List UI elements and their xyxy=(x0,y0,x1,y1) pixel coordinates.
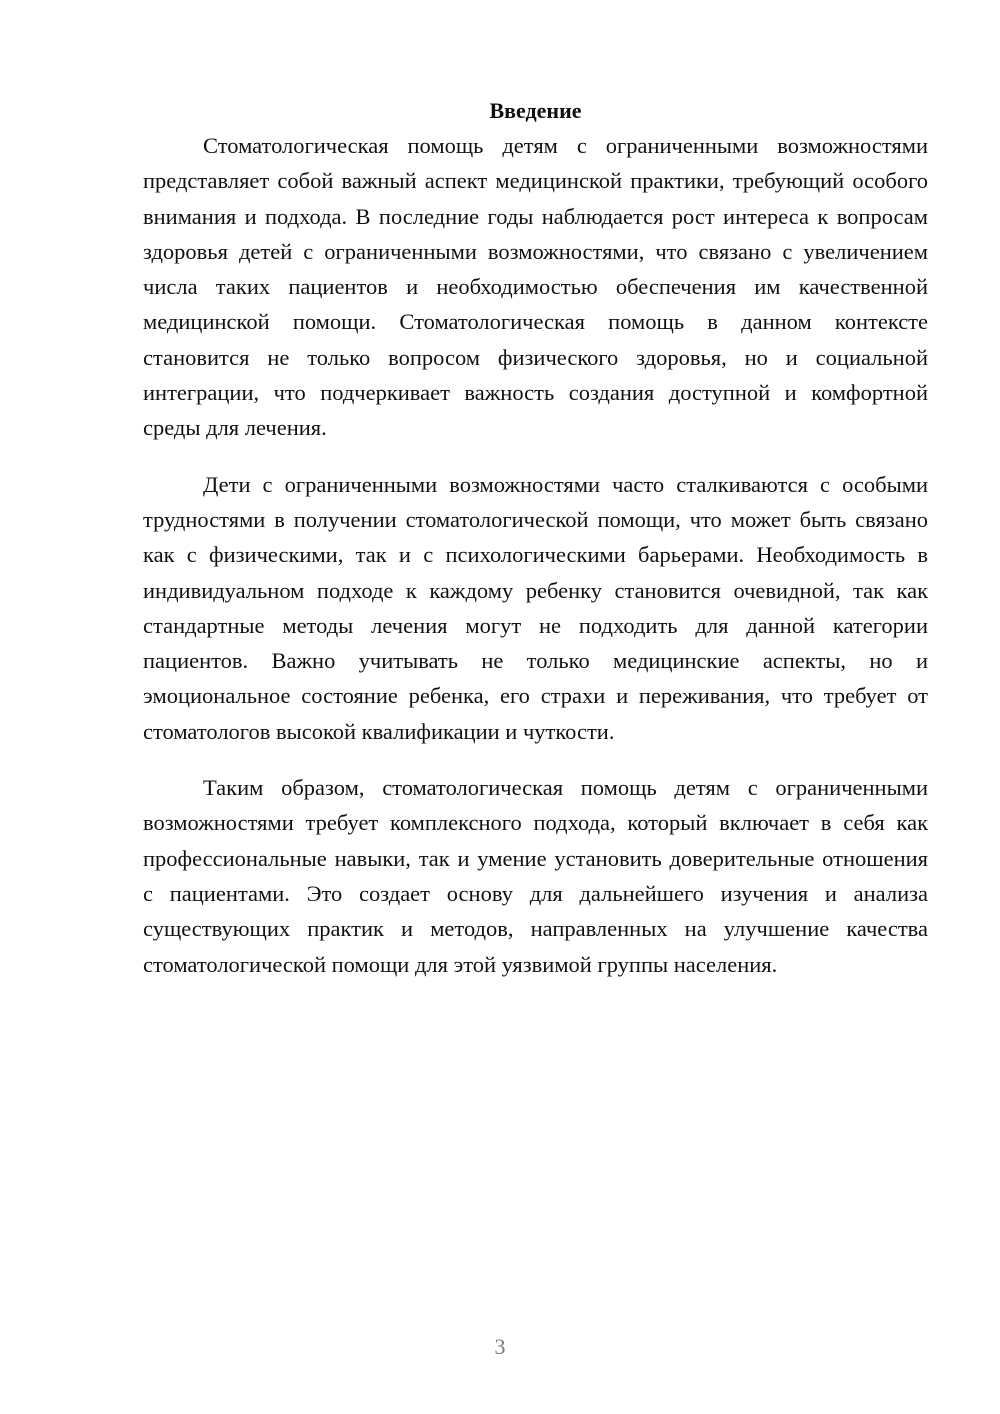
paragraph-1: Стоматологическая помощь детям с ограниченными возможностями представляет собой важный аспект медицинской практики, требующий особого внимания и подхода. В последние годы наблюдается рост интереса к вопросам здоровья детей с ограниченными возможностями, что связано с увеличением числа таких пациентов и необходимостью обеспечения им качественной медицинской помощи. Стоматологическая помощь в данном контексте становится не только вопросом физического здоровья, но и социальной интеграции, что подчеркивает важность создания доступной и комфортной среды для лечения. xyxy=(143,133,928,441)
section-heading: Введение xyxy=(489,98,582,123)
page-number: 3 xyxy=(494,1334,506,1359)
paragraph-2: Дети с ограниченными возможностями часто сталкиваются с особыми трудностями в получении стоматологической помощи, что может быть связано как с физическими, так и с психологическими барьерами. Необходимость в индивидуальном подходе к каждому ребенку становится очевидной, так как стандартные методы лечения могут не подходить для данной категории пациентов. Важно учитывать не только медицинские аспекты, но и эмоциональное состояние ребенка, его страхи и переживания, что требует от стоматологов высокой квалификации и чуткости. xyxy=(143,471,928,744)
page-content xyxy=(143,96,928,982)
paragraph-3: Таким образом, стоматологическая помощь детям с ограниченными возможностями требует комплексного подхода, который включает в себя как профессиональные навыки, так и умение установить доверительные отношения с пациентами. Это создает основу для дальнейшего изучения и анализа существующих практик и методов, направленных на улучшение качества стоматологической помощи для этой уязвимой группы населения. xyxy=(143,775,928,977)
